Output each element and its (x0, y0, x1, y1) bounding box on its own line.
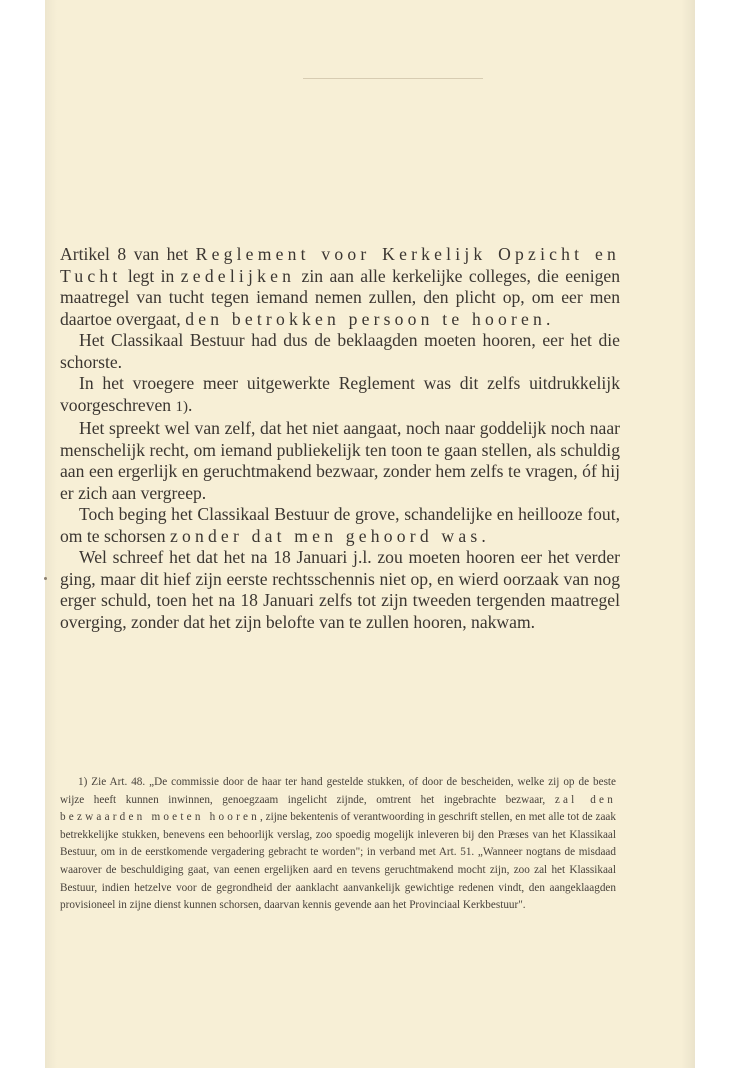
paragraph (60, 418, 620, 504)
text-run: 1) Zie Art. 48. „De commissie door de haar ter hand gestelde stukken, of door de bescheiden, welke zij op de beste wijze heeft kunnen inwinnen, genoegzaam ingelicht zijnde, omtrent het ingebrachte bezwaar, (60, 776, 616, 806)
text-run: , zijne bekentenis of verantwoording in geschrift stellen, en met alle tot de zaak betrekkelijke stukken, benevens een behoorlijk verslag, zoo spoedig mogelijk inleveren bij den Præses van het Klassikaal Bestuur, om in de eerstkomende vergadering gebracht te worden"; in verband met Art. 51. „Wanneer nogtans de misdaad waarover de beschuldiging gaat, van eenen ergelijken aard en tevens geruchtmakend mocht zijn, zoo zal het Klassikaal Bestuur, indien hetzelve voor de gegrondheid der aanklacht aanvankelijk gewichtige redenen vindt, den aangeklaagden provisioneel in zijne dienst kunnen schorsen, daarvan kennis gevende aan het Provinciaal Kerkbestuur". (60, 811, 616, 912)
body-text (60, 244, 620, 633)
text-run: Artikel 8 van het (60, 244, 196, 264)
text-run: Het spreekt wel van zelf, dat het niet aangaat, noch naar goddelijk noch naar menschelijk recht, om iemand publiekelijk ten toon te gaan stellen, als schuldig aan een ergerlijk en geruchtmakend bezwaar, zonder hem zelfs te vragen, óf hij er zich aan vergreep. (60, 418, 620, 503)
paragraph (60, 330, 620, 373)
margin-speck (44, 577, 47, 580)
text-run: Wel schreef het dat het na 18 Januari j.l. zou moeten hooren eer het verder ging, maar dit hief zijn eerste rechtsschennis niet op, en wierd oorzaak van nog erger schuld, toen het na 18 Januari zelfs tot zijn tweeden tergenden maatregel overging, zonder dat het zijn belofte van te zullen hooren, nakwam. (60, 547, 620, 632)
text-run: In het vroegere meer uitgewerkte Reglement was dit zelfs uitdrukkelijk voorgeschreven (60, 373, 620, 415)
spaced-emphasis: zonder dat men gehoord was. (169, 525, 490, 546)
text-run: zin aan alle kerkelijke colleges, die eenigen maatregel van tucht tegen iemand nemen zullen, den plicht op, om eer men daartoe overgaat, (60, 265, 620, 329)
footnote-paragraph (60, 774, 616, 915)
footnote (60, 774, 616, 915)
faint-rule (303, 78, 483, 79)
spaced-emphasis: zedelijken (180, 265, 296, 286)
text-run: Het Classikaal Bestuur had dus de beklaagden moeten hooren, eer het die schorste. (60, 330, 620, 372)
paragraph (60, 504, 620, 547)
text-run: legt in (121, 265, 181, 286)
paragraph (60, 244, 620, 330)
spaced-emphasis: Reglement voor Kerkelijk Opzicht en Tucht (60, 244, 620, 286)
spaced-emphasis: den betrokken persoon te hooren. (185, 308, 555, 329)
text-run: Toch beging het Classikaal Bestuur de grove, schandelijke en heillooze fout, om te schorsen (60, 504, 620, 546)
text-run: . (187, 394, 193, 415)
spaced-emphasis: zal den bezwaarden moeten hooren (60, 793, 617, 824)
footnote-reference: 1) (175, 398, 188, 415)
paragraph (60, 547, 620, 633)
paragraph (60, 373, 620, 418)
